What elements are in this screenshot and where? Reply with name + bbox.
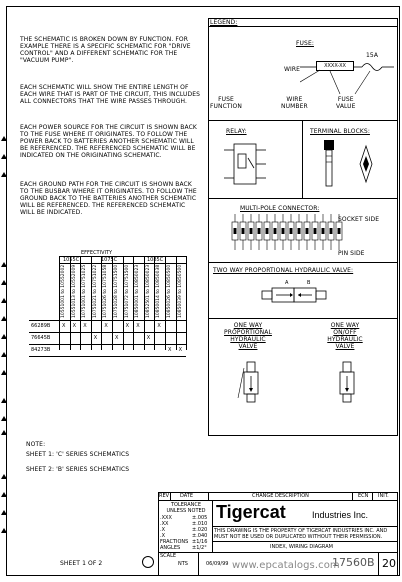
tolerance-key: ANGLES <box>160 545 181 551</box>
note-paragraph-1: THE SCHEMATIC IS BROKEN DOWN BY FUNCTION. FOR EXAMPLE THERE IS A SPECIFIC SCHEMATIC FOR "DRIVE CONTROL" AND A DIFFERENT SCHEMATIC FOR THE "VACUUM PUMP". <box>20 36 191 64</box>
effectivity-serial: 10850014 to 10850038 <box>156 264 162 318</box>
two-way-valve-icon <box>260 280 340 310</box>
effectivity-group: 1075C <box>101 257 118 263</box>
warning-triangle-icon <box>1 528 7 533</box>
effectivity-mark: X <box>168 347 172 353</box>
effectivity-group: 1055C <box>63 257 80 263</box>
tolerance-value: ±.005 <box>192 515 208 521</box>
company-logo: Tigercat <box>216 502 286 522</box>
effectivity-serial: 10551001 to 10552002 <box>61 264 66 318</box>
effectivity-serial: 10551013 to 10552009 <box>71 264 77 318</box>
effectivity-serial: 10751072 to 10751500 <box>124 264 130 318</box>
effectivity-serial: 10751001 to 10751025 <box>82 264 88 318</box>
tolerance-key: .X <box>160 527 166 533</box>
tolerance-label: TOLERANCE UNLESS NOTED <box>166 502 206 514</box>
fuse-wire-label: WIRE <box>284 66 301 73</box>
warning-triangle-icon <box>1 172 7 177</box>
fuse-title: FUSE: <box>296 40 314 47</box>
company-suffix: Industries Inc. <box>312 510 369 520</box>
socket-side-label: SOCKET SIDE <box>338 216 380 223</box>
rev-header: REV <box>159 493 170 499</box>
tolerance-key: FRACTIONS <box>160 539 189 545</box>
disclaimer: THIS DRAWING IS THE PROPERTY OF TIGERCAT INDUSTRIES INC. AND MUST NOT BE USED OR DUPLICATED WITHOUT THEIR PERMISSION. <box>214 528 388 540</box>
fuse-code: XXXX-XX <box>324 63 346 69</box>
multi-pole-connector-icon <box>228 212 348 254</box>
tolerance-value: ±1/2° <box>192 545 207 551</box>
one-way-onoff-valve-icon <box>332 358 362 408</box>
warning-triangle-icon <box>1 510 7 515</box>
valve-port-a: A <box>285 280 289 286</box>
warning-triangle-icon <box>1 154 7 159</box>
effectivity-mark: X <box>104 323 108 329</box>
warning-triangle-icon <box>1 280 7 285</box>
effectivity-serial: 10751028 to 10751500 <box>114 264 119 318</box>
effectivity-mark: X <box>136 323 140 329</box>
watermark: www.epcatalogs.com <box>232 560 340 571</box>
sheet-1-note: SHEET 1: 'C' SERIES SCHEMATICS <box>26 451 130 458</box>
date-header: DATE <box>180 493 194 499</box>
warning-triangle-icon <box>1 398 7 403</box>
effectivity-serial: 10751026 to 10751058 <box>103 264 109 318</box>
warning-triangle-icon <box>1 430 7 435</box>
relay-title: RELAY: <box>226 128 247 135</box>
relay-symbol-icon <box>222 138 268 190</box>
tolerance-value: ±.040 <box>192 533 208 539</box>
ecn-header: ECN <box>358 493 369 499</box>
tolerance-key: .X <box>160 533 166 539</box>
one-way-proportional-valve-icon <box>236 358 266 408</box>
tolerance-value: ±.020 <box>192 527 208 533</box>
effectivity-serial: 10751021 to 10751022 <box>92 264 98 318</box>
drawing-title: INDEX, WIRING DIAGRAM <box>270 544 333 550</box>
warning-triangle-icon <box>1 298 7 303</box>
note-paragraph-4: EACH GROUND PATH FOR THE CIRCUIT IS SHOWN BACK TO THE BUSBAR WHERE IT ORIGINATES. TO FOLLOW THE GROUND BACK TO THE BATTERIES ANOTHER SCHEMATIC WILL BE REFERENCED. THE REFERENCED SCHEMATIC WILL BE INDICATED. <box>20 181 197 216</box>
effectivity-mark: X <box>72 323 77 329</box>
one-way-onoff-title: ONE WAY ON/OFF HYDRAULIC VALVE <box>327 322 363 350</box>
warning-triangle-icon <box>1 136 7 141</box>
legend-title: LEGEND: <box>210 19 238 26</box>
effectivity-title: EFFECTIVITY <box>81 250 113 256</box>
warning-triangle-icon <box>1 492 7 497</box>
tolerance-value: ±.010 <box>192 521 208 527</box>
valve-port-b: B <box>307 280 311 286</box>
effectivity-mark: X <box>93 335 98 341</box>
note-paragraph-2: EACH SCHEMATIC WILL SHOW THE ENTIRE LENGTH OF EACH WIRE THAT IS PART OF THE CIRCUIT, THIS INCLUDES ALL CONNECTORS THAT THE WIRE PASSES THROUGH. <box>20 84 201 105</box>
warning-triangle-icon <box>1 262 7 267</box>
projection-symbol-icon <box>142 556 154 568</box>
note-paragraph-3: EACH POWER SOURCE FOR THE CIRCUIT IS SHOWN BACK TO THE FUSE WHERE IT ORIGINATES. TO FOLLOW THE POWER BACK TO BATTERIES ANOTHER SCHEMATIC WILL BE REFERENCED. THE REFERENCED SCHEMATIC WILL BE INDICATED ON THE ORIGINATING SCHEMATIC. <box>20 124 197 159</box>
one-way-proportional-title: ONE WAY PROPORTIONAL HYDRAULIC VALVE <box>224 322 272 350</box>
scale-label: SCALE <box>160 553 177 559</box>
note-label: NOTE: <box>26 441 46 448</box>
effectivity-mark: X <box>115 335 119 341</box>
warning-triangle-icon <box>1 316 7 321</box>
effectivity-group: 1085C <box>147 257 164 263</box>
effectivity-mark: X <box>146 335 151 341</box>
change-description-header: CHANGE DESCRIPTION <box>252 493 309 499</box>
effectivity-serial: 10850039 to 10850500 <box>177 264 183 318</box>
warning-triangle-icon <box>1 416 7 421</box>
part-number: 76645B <box>31 335 51 341</box>
two-way-valve-title: TWO WAY PROPORTIONAL HYDRAULIC VALVE: <box>213 267 354 274</box>
tolerance-key: .XXX <box>160 515 172 521</box>
terminal-block-icon <box>316 138 386 192</box>
effectivity-mark: X <box>125 323 130 329</box>
wire-number-label: WIRE NUMBER <box>281 96 308 110</box>
warning-triangle-icon <box>1 370 7 375</box>
effectivity-mark: X <box>83 323 87 329</box>
sheet-2-note: SHEET 2: 'B' SERIES SCHEMATICS <box>26 466 130 473</box>
drawing-number: 17560B <box>332 556 375 569</box>
sheet-number: 20 <box>382 557 396 570</box>
effectivity-mark: X <box>157 323 161 329</box>
effectivity-serial: 10852501 to 10850023 <box>145 264 151 318</box>
effectivity-serial: 10850001 to 10850023 <box>135 264 141 318</box>
scale-value: NTS <box>178 561 188 567</box>
sheet-of-label: SHEET 1 OF 2 <box>60 560 103 567</box>
fuse-function-label: FUSE FUNCTION <box>210 96 242 110</box>
effectivity-serial: 10850026 to 10850500 <box>167 264 172 318</box>
init-header: INIT. <box>378 493 389 499</box>
fuse-value-label: FUSE VALUE <box>336 96 356 110</box>
warning-triangle-icon <box>1 474 7 479</box>
margin-triangles <box>0 0 8 582</box>
effectivity-mark: X <box>62 323 66 329</box>
effectivity-mark: X <box>178 347 183 353</box>
fuse-amp: 15A <box>366 52 379 59</box>
warning-triangle-icon <box>1 334 7 339</box>
part-number: 66289B <box>31 323 51 329</box>
warning-triangle-icon <box>1 352 7 357</box>
terminal-blocks-title: TERMINAL BLOCKS: <box>310 128 370 135</box>
part-number: 84273B <box>31 347 51 353</box>
multi-pole-title: MULTI-POLE CONNECTOR: <box>240 205 320 212</box>
pin-side-label: PIN SIDE <box>338 250 365 257</box>
drawing-date: 06/09/99 <box>206 561 229 567</box>
tolerance-key: .XX <box>160 521 169 527</box>
tolerance-value: ±1/16 <box>192 539 208 545</box>
